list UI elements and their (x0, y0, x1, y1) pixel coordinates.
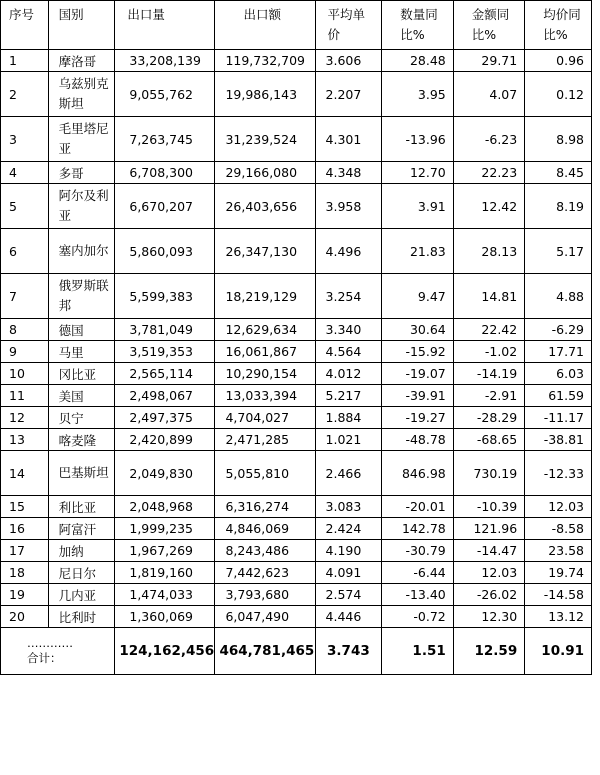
cell-amount-yoy: 28.13 (453, 229, 524, 274)
cell-qty-yoy: -39.91 (382, 385, 453, 407)
cell-price-yoy: 6.03 (525, 363, 592, 385)
cell-amount-yoy: -26.02 (453, 584, 524, 606)
cell-qty: 33,208,139 (115, 50, 215, 72)
cell-amount: 18,219,129 (215, 274, 315, 319)
cell-price-yoy: -38.81 (525, 429, 592, 451)
cell-index: 1 (1, 50, 49, 72)
total-qty-yoy: 1.51 (382, 628, 453, 675)
cell-country: 喀麦隆 (48, 429, 115, 451)
header-price-yoy: 均价同比% (525, 1, 592, 50)
cell-index: 2 (1, 72, 49, 117)
cell-qty-yoy: 9.47 (382, 274, 453, 319)
cell-amount-yoy: -2.91 (453, 385, 524, 407)
cell-price-yoy: 61.59 (525, 385, 592, 407)
header-amount: 出口额 (215, 1, 315, 50)
cell-country: 阿富汗 (48, 518, 115, 540)
cell-amount-yoy: 22.23 (453, 162, 524, 184)
cell-country: 巴基斯坦 (48, 451, 115, 496)
total-dots: ………… (27, 636, 73, 650)
cell-qty-yoy: 142.78 (382, 518, 453, 540)
cell-index: 18 (1, 562, 49, 584)
cell-country: 俄罗斯联邦 (48, 274, 115, 319)
cell-amount: 4,846,069 (215, 518, 315, 540)
table-row (1, 562, 592, 584)
cell-price-yoy: 8.98 (525, 117, 592, 162)
cell-index: 5 (1, 184, 49, 229)
cell-amount: 16,061,867 (215, 341, 315, 363)
total-amount: 464,781,465 (215, 628, 315, 675)
cell-country: 多哥 (48, 162, 115, 184)
table-row (1, 540, 592, 562)
cell-price-yoy: 13.12 (525, 606, 592, 628)
cell-amount: 26,347,130 (215, 229, 315, 274)
cell-price: 4.348 (315, 162, 382, 184)
cell-amount: 6,316,274 (215, 496, 315, 518)
table-row (1, 385, 592, 407)
total-price: 3.743 (315, 628, 382, 675)
cell-price-yoy: 23.58 (525, 540, 592, 562)
cell-amount: 4,704,027 (215, 407, 315, 429)
cell-amount-yoy: -68.65 (453, 429, 524, 451)
table-row (1, 274, 592, 319)
cell-amount-yoy: 4.07 (453, 72, 524, 117)
cell-qty-yoy: -15.92 (382, 341, 453, 363)
cell-country: 摩洛哥 (48, 50, 115, 72)
cell-price: 4.012 (315, 363, 382, 385)
cell-price-yoy: 8.19 (525, 184, 592, 229)
cell-amount-yoy: 29.71 (453, 50, 524, 72)
table-row (1, 606, 592, 628)
cell-index: 9 (1, 341, 49, 363)
cell-qty-yoy: 846.98 (382, 451, 453, 496)
cell-qty: 2,049,830 (115, 451, 215, 496)
header-amount-yoy: 金额同比% (453, 1, 524, 50)
cell-price-yoy: 8.45 (525, 162, 592, 184)
cell-amount-yoy: 12.03 (453, 562, 524, 584)
cell-qty: 3,519,353 (115, 341, 215, 363)
cell-price-yoy: 0.96 (525, 50, 592, 72)
cell-amount: 19,986,143 (215, 72, 315, 117)
cell-amount-yoy: 14.81 (453, 274, 524, 319)
cell-qty-yoy: 3.95 (382, 72, 453, 117)
table-body (1, 50, 592, 628)
cell-price: 3.606 (315, 50, 382, 72)
cell-country: 贝宁 (48, 407, 115, 429)
cell-price: 4.190 (315, 540, 382, 562)
table-row (1, 117, 592, 162)
cell-country: 美国 (48, 385, 115, 407)
cell-qty-yoy: 21.83 (382, 229, 453, 274)
cell-amount: 6,047,490 (215, 606, 315, 628)
cell-country: 冈比亚 (48, 363, 115, 385)
cell-country: 尼日尔 (48, 562, 115, 584)
cell-index: 11 (1, 385, 49, 407)
header-price: 平均单价 (315, 1, 382, 50)
cell-qty: 2,565,114 (115, 363, 215, 385)
cell-country: 马里 (48, 341, 115, 363)
cell-index: 6 (1, 229, 49, 274)
cell-amount: 10,290,154 (215, 363, 315, 385)
cell-qty: 2,420,899 (115, 429, 215, 451)
cell-price: 4.446 (315, 606, 382, 628)
cell-qty: 6,708,300 (115, 162, 215, 184)
cell-index: 15 (1, 496, 49, 518)
table-row (1, 518, 592, 540)
cell-price: 3.340 (315, 319, 382, 341)
table-row (1, 229, 592, 274)
cell-index: 3 (1, 117, 49, 162)
header-index: 序号 (1, 1, 49, 50)
total-label-cell (1, 628, 115, 675)
cell-country: 比利时 (48, 606, 115, 628)
cell-index: 19 (1, 584, 49, 606)
cell-country: 塞内加尔 (48, 229, 115, 274)
table-row (1, 162, 592, 184)
cell-qty-yoy: -13.96 (382, 117, 453, 162)
cell-price: 1.021 (315, 429, 382, 451)
cell-country: 乌兹别克斯坦 (48, 72, 115, 117)
cell-amount-yoy: -10.39 (453, 496, 524, 518)
cell-amount-yoy: 12.30 (453, 606, 524, 628)
cell-qty-yoy: -0.72 (382, 606, 453, 628)
cell-price-yoy: -6.29 (525, 319, 592, 341)
cell-price: 3.958 (315, 184, 382, 229)
cell-price: 3.083 (315, 496, 382, 518)
cell-country: 利比亚 (48, 496, 115, 518)
cell-qty: 2,497,375 (115, 407, 215, 429)
cell-qty-yoy: 3.91 (382, 184, 453, 229)
cell-price-yoy: -14.58 (525, 584, 592, 606)
cell-price: 2.574 (315, 584, 382, 606)
cell-qty-yoy: -6.44 (382, 562, 453, 584)
cell-amount-yoy: 121.96 (453, 518, 524, 540)
cell-price: 3.254 (315, 274, 382, 319)
cell-price-yoy: 19.74 (525, 562, 592, 584)
cell-index: 12 (1, 407, 49, 429)
table-row (1, 341, 592, 363)
cell-qty: 5,599,383 (115, 274, 215, 319)
cell-qty: 1,999,235 (115, 518, 215, 540)
cell-qty: 3,781,049 (115, 319, 215, 341)
cell-index: 8 (1, 319, 49, 341)
cell-qty: 6,670,207 (115, 184, 215, 229)
cell-price: 2.207 (315, 72, 382, 117)
cell-price-yoy: 0.12 (525, 72, 592, 117)
cell-qty-yoy: -19.27 (382, 407, 453, 429)
cell-price: 2.466 (315, 451, 382, 496)
header-qty-yoy: 数量同比% (382, 1, 453, 50)
cell-qty-yoy: 28.48 (382, 50, 453, 72)
cell-amount: 26,403,656 (215, 184, 315, 229)
table-row (1, 184, 592, 229)
cell-index: 17 (1, 540, 49, 562)
cell-qty: 1,967,269 (115, 540, 215, 562)
cell-qty-yoy: -13.40 (382, 584, 453, 606)
cell-price: 5.217 (315, 385, 382, 407)
cell-price: 4.564 (315, 341, 382, 363)
cell-index: 13 (1, 429, 49, 451)
cell-amount-yoy: -6.23 (453, 117, 524, 162)
cell-price-yoy: 5.17 (525, 229, 592, 274)
cell-country: 几内亚 (48, 584, 115, 606)
total-row (1, 628, 592, 675)
cell-country: 毛里塔尼亚 (48, 117, 115, 162)
total-qty: 124,162,456 (115, 628, 215, 675)
table-row (1, 429, 592, 451)
cell-qty-yoy: -48.78 (382, 429, 453, 451)
total-price-yoy: 10.91 (525, 628, 592, 675)
cell-index: 14 (1, 451, 49, 496)
cell-index: 10 (1, 363, 49, 385)
table-row (1, 407, 592, 429)
cell-amount-yoy: -28.29 (453, 407, 524, 429)
cell-country: 加纳 (48, 540, 115, 562)
cell-qty-yoy: 30.64 (382, 319, 453, 341)
cell-qty: 1,474,033 (115, 584, 215, 606)
cell-amount: 8,243,486 (215, 540, 315, 562)
cell-amount: 5,055,810 (215, 451, 315, 496)
table-row (1, 363, 592, 385)
header-row (1, 1, 592, 50)
header-qty: 出口量 (115, 1, 215, 50)
cell-price: 2.424 (315, 518, 382, 540)
cell-amount-yoy: -1.02 (453, 341, 524, 363)
table-row (1, 50, 592, 72)
cell-qty-yoy: -30.79 (382, 540, 453, 562)
cell-price-yoy: -8.58 (525, 518, 592, 540)
cell-price: 1.884 (315, 407, 382, 429)
table-row (1, 584, 592, 606)
cell-price: 4.091 (315, 562, 382, 584)
cell-qty: 5,860,093 (115, 229, 215, 274)
cell-amount: 13,033,394 (215, 385, 315, 407)
cell-price: 4.301 (315, 117, 382, 162)
cell-qty-yoy: -19.07 (382, 363, 453, 385)
cell-amount: 2,471,285 (215, 429, 315, 451)
cell-price-yoy: 12.03 (525, 496, 592, 518)
cell-amount-yoy: -14.47 (453, 540, 524, 562)
cell-qty: 2,048,968 (115, 496, 215, 518)
cell-index: 7 (1, 274, 49, 319)
cell-amount-yoy: 12.42 (453, 184, 524, 229)
total-amount-yoy: 12.59 (453, 628, 524, 675)
cell-amount: 29,166,080 (215, 162, 315, 184)
table-row (1, 451, 592, 496)
cell-amount-yoy: 730.19 (453, 451, 524, 496)
header-country: 国别 (48, 1, 115, 50)
cell-amount: 3,793,680 (215, 584, 315, 606)
cell-qty: 7,263,745 (115, 117, 215, 162)
cell-amount: 31,239,524 (215, 117, 315, 162)
cell-price-yoy: -12.33 (525, 451, 592, 496)
cell-amount-yoy: 22.42 (453, 319, 524, 341)
cell-price-yoy: 17.71 (525, 341, 592, 363)
cell-qty-yoy: -20.01 (382, 496, 453, 518)
cell-index: 16 (1, 518, 49, 540)
cell-index: 4 (1, 162, 49, 184)
cell-index: 20 (1, 606, 49, 628)
cell-qty-yoy: 12.70 (382, 162, 453, 184)
cell-price-yoy: 4.88 (525, 274, 592, 319)
cell-country: 德国 (48, 319, 115, 341)
cell-price-yoy: -11.17 (525, 407, 592, 429)
cell-amount: 7,442,623 (215, 562, 315, 584)
cell-qty: 2,498,067 (115, 385, 215, 407)
table-row (1, 72, 592, 117)
cell-amount-yoy: -14.19 (453, 363, 524, 385)
cell-qty: 9,055,762 (115, 72, 215, 117)
cell-country: 阿尔及利亚 (48, 184, 115, 229)
table-row (1, 319, 592, 341)
cell-qty: 1,819,160 (115, 562, 215, 584)
cell-price: 4.496 (315, 229, 382, 274)
table-row (1, 496, 592, 518)
total-label: 合计： (27, 651, 62, 665)
cell-amount: 119,732,709 (215, 50, 315, 72)
cell-amount: 12,629,634 (215, 319, 315, 341)
cell-qty: 1,360,069 (115, 606, 215, 628)
